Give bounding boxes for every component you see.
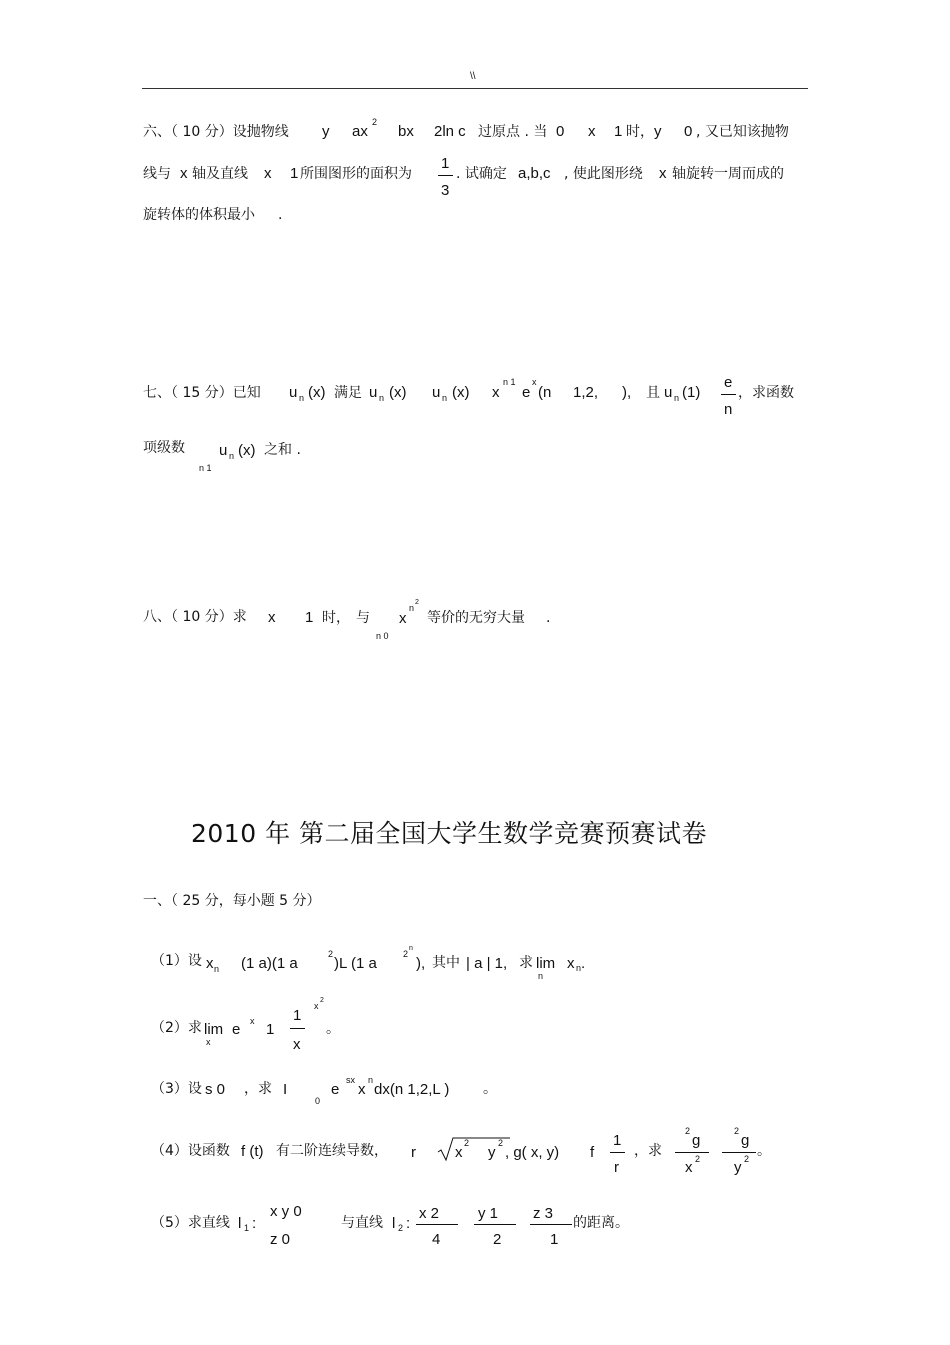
- p5-l2: l: [392, 1215, 396, 1232]
- q6-line2a: 线与: [143, 166, 171, 182]
- q7-x: x: [492, 384, 500, 401]
- p4-frac-num: 1: [613, 1132, 622, 1149]
- p2-lim: lim: [204, 1021, 224, 1038]
- q7-sum-u: u: [219, 442, 228, 459]
- q6-line2h: a,b,c: [518, 165, 551, 182]
- q7-e: e: [522, 384, 531, 401]
- p4-num: （4）设函数: [151, 1143, 230, 1159]
- q8-one: 1: [305, 609, 314, 626]
- q6-eq3: bx: [398, 123, 414, 140]
- p3-dx: dx(n 1,2,L ): [374, 1081, 450, 1098]
- q7-sum-lower: n 1: [199, 463, 212, 473]
- p2-frac-den: x: [293, 1036, 301, 1053]
- q7-u2-arg: (x): [389, 384, 407, 401]
- p5-system-row1: x y 0: [270, 1203, 302, 1220]
- q7-range: 1,2,: [573, 384, 599, 401]
- p2-fraction-bar: [290, 1028, 305, 1029]
- p4-d1-den: x: [685, 1159, 693, 1176]
- q7-u2: u: [369, 384, 378, 401]
- p3-I: I: [283, 1081, 288, 1098]
- q6-c3: 1: [614, 123, 623, 140]
- q8-text3: 等价的无穷大量: [427, 610, 525, 626]
- p4-end: 。: [757, 1143, 771, 1159]
- header-mark: \\: [470, 71, 476, 82]
- p5-l1: l: [238, 1215, 242, 1232]
- p4-frac-den: r: [614, 1159, 619, 1176]
- p1-prod-a: (1 a)(1 a: [241, 955, 298, 972]
- p5-f1-den: 4: [432, 1231, 441, 1248]
- q6-eq1: y: [322, 123, 330, 140]
- q7-text1: 满足: [334, 385, 362, 401]
- p4-d1-bar: [675, 1152, 709, 1153]
- p5-f2-den: 2: [493, 1231, 502, 1248]
- q8-text1: 时，: [322, 610, 350, 626]
- p4-d2-num-exp: 2: [734, 1126, 740, 1136]
- p4-g: , g( x, y): [505, 1144, 560, 1161]
- p5-system-row2: z 0: [270, 1231, 291, 1248]
- p4-text2: ，求: [634, 1143, 662, 1159]
- q7-text2: 且: [646, 385, 660, 401]
- p5-f1-bar: [416, 1224, 458, 1225]
- q7-e-exp: x: [532, 377, 537, 387]
- q7-u4-sub: n: [674, 393, 680, 403]
- p5-f3-bar: [530, 1224, 572, 1225]
- q7-text3: ，求函数: [738, 385, 794, 401]
- p4-text: 有二阶连续导数，: [276, 1143, 388, 1159]
- p1-prod-b-exp: 2: [403, 949, 409, 959]
- q7-u3-sub: n: [442, 393, 448, 403]
- p5-l2-sub: 2: [398, 1223, 404, 1233]
- q7-u1-sub: n: [299, 393, 305, 403]
- q6-line2f: 所围图形的面积为: [300, 166, 412, 182]
- p1-text-qiu: 求: [519, 955, 533, 971]
- q6-line3: 旋转体的体积最小: [143, 207, 255, 223]
- q8-x: x: [268, 609, 276, 626]
- q8-label: 八、（ 10 分）求: [143, 609, 247, 625]
- q6-line2d: x: [264, 165, 272, 182]
- page-title: 2010 年 第二届全国大学生数学竞赛预赛试卷: [191, 819, 708, 848]
- p2-e: e: [232, 1021, 241, 1038]
- q6-c1: 0: [556, 123, 565, 140]
- q7-sum-arg: (x): [238, 442, 256, 459]
- p2-outer-exp: x: [314, 1001, 319, 1011]
- p3-e: e: [331, 1081, 340, 1098]
- q7-u4-arg: (1): [682, 384, 701, 401]
- p1-condition: | a | 1,: [466, 955, 508, 972]
- p3-num: （3）设: [151, 1081, 202, 1097]
- p3-x: x: [358, 1081, 366, 1098]
- p5-end: 的距离。: [573, 1215, 629, 1231]
- p4-rad-y: y: [488, 1144, 496, 1161]
- q7-u2-sub: n: [379, 393, 385, 403]
- q7-sum-sub: n: [229, 451, 235, 461]
- p3-text: ，求: [244, 1081, 272, 1097]
- p2-e-exp: x: [250, 1016, 255, 1026]
- p1-x-sub: n: [214, 964, 220, 974]
- p4-d2-bar: [722, 1152, 756, 1153]
- q7-u3-arg: (x): [452, 384, 470, 401]
- q7-line2: 项级数: [143, 440, 185, 456]
- p4-d2-den-exp: 2: [744, 1154, 750, 1164]
- q7-text4: 之和 .: [264, 442, 301, 458]
- p4-r: r: [411, 1144, 416, 1161]
- p2-end: 。: [326, 1021, 340, 1037]
- q6-line2k: 轴旋转一周而成的: [672, 166, 784, 182]
- q6-eq2: ax: [352, 123, 368, 140]
- p1-text-qizhong: 其中: [432, 955, 460, 971]
- q7-frac-den: n: [724, 401, 733, 418]
- part1-label: 一、（ 25 分，每小题 5 分）: [143, 893, 321, 909]
- q7-x-exp: n 1: [503, 377, 516, 387]
- q6-line3b: .: [278, 207, 283, 223]
- p5-f2-bar: [474, 1224, 516, 1225]
- p4-f: f: [590, 1144, 595, 1161]
- p2-outer-exp2: 2: [320, 997, 324, 1004]
- p1-lim-sub: n: [538, 971, 544, 981]
- p1-xn-sub: n: [576, 963, 582, 973]
- q6-c4: y: [654, 123, 662, 140]
- p1-xn: x: [567, 955, 575, 972]
- p3-e-exp: sx: [346, 1075, 355, 1085]
- p4-d2-num: g: [741, 1132, 750, 1149]
- q8-text2: 与: [356, 610, 370, 626]
- p4-d1-num: g: [692, 1132, 701, 1149]
- p2-num: （2）求: [151, 1020, 202, 1036]
- q6-c2: x: [588, 123, 596, 140]
- q6-text3: , 又已知该抛物: [696, 124, 789, 140]
- p5-l1-sub: 1: [244, 1223, 250, 1233]
- p5-colon1: :: [252, 1215, 257, 1232]
- q8-series-exp2: 2: [415, 599, 419, 606]
- q6-line2g: . 试确定: [456, 166, 507, 182]
- q6-frac-den: 3: [441, 182, 450, 199]
- p2-one: 1: [266, 1021, 275, 1038]
- q6-line2i: , 使此图形绕: [564, 166, 643, 182]
- p1-prod-a-exp: 2: [328, 949, 334, 959]
- p4-d2-den: y: [734, 1159, 742, 1176]
- p4-d1-den-exp: 2: [695, 1154, 701, 1164]
- q6-line2e: 1: [290, 165, 299, 182]
- q6-line2c: 轴及直线: [192, 166, 248, 182]
- q6-eq2-exp: 2: [372, 117, 378, 127]
- q7-paren: (n: [538, 384, 552, 401]
- p5-f1-num: x 2: [419, 1205, 440, 1222]
- q7-u3: u: [432, 384, 441, 401]
- p5-f2-num: y 1: [478, 1205, 499, 1222]
- p1-prod-b-exp2: n: [409, 945, 413, 952]
- p1-num: （1）设: [151, 953, 202, 969]
- header-rule: [142, 88, 808, 89]
- q8-text4: .: [546, 610, 551, 626]
- p3-x-exp: n: [368, 1075, 374, 1085]
- p2-frac-num: 1: [293, 1007, 302, 1024]
- q7-close: ),: [622, 384, 632, 401]
- p4-rad-x: x: [455, 1144, 463, 1161]
- q6-line2j: x: [659, 165, 667, 182]
- p4-fraction-bar: [610, 1152, 625, 1153]
- q6-fraction-bar: [438, 175, 453, 176]
- p4-rad-y-exp: 2: [498, 1138, 504, 1148]
- p5-f3-num: z 3: [533, 1205, 554, 1222]
- p5-num: （5）求直线: [151, 1215, 230, 1231]
- q6-eq4: 2ln c: [434, 123, 466, 140]
- p1-x: x: [206, 955, 214, 972]
- q6-text2: 时，: [626, 124, 654, 140]
- p1-lim: lim: [536, 955, 556, 972]
- q7-u1: u: [289, 384, 298, 401]
- p5-text: 与直线: [341, 1215, 383, 1231]
- p3-end: 。: [483, 1081, 497, 1097]
- q6-c5: 0: [684, 123, 693, 140]
- q7-u1-arg: (x): [308, 384, 326, 401]
- q7-u4: u: [664, 384, 673, 401]
- p1-period: .: [581, 955, 586, 972]
- q6-label: 六、（ 10 分）设抛物线: [143, 124, 289, 140]
- p5-colon2: :: [406, 1215, 411, 1232]
- q7-frac-num: e: [724, 374, 733, 391]
- q6-line2b: x: [180, 165, 188, 182]
- q6-text1: 过原点 . 当: [478, 124, 548, 140]
- p2-lim-sub: x: [206, 1037, 211, 1047]
- p3-int-lower: 0: [315, 1096, 321, 1106]
- q8-series-x: x: [399, 610, 407, 627]
- p1-prod-close: ),: [416, 955, 426, 972]
- q6-frac-num: 1: [441, 155, 450, 172]
- q7-fraction-bar: [721, 394, 736, 395]
- p1-prod-b: )L (1 a: [334, 955, 377, 972]
- p4-d1-num-exp: 2: [685, 1126, 691, 1136]
- p4-rad-x-exp: 2: [464, 1138, 470, 1148]
- p4-ft: f (t): [241, 1143, 264, 1160]
- q8-series-exp: n: [409, 603, 415, 613]
- q8-sum-lower: n 0: [376, 631, 389, 641]
- p5-f3-den: 1: [550, 1231, 559, 1248]
- p3-s: s 0: [205, 1081, 226, 1098]
- q7-label: 七、（ 15 分）已知: [143, 385, 261, 401]
